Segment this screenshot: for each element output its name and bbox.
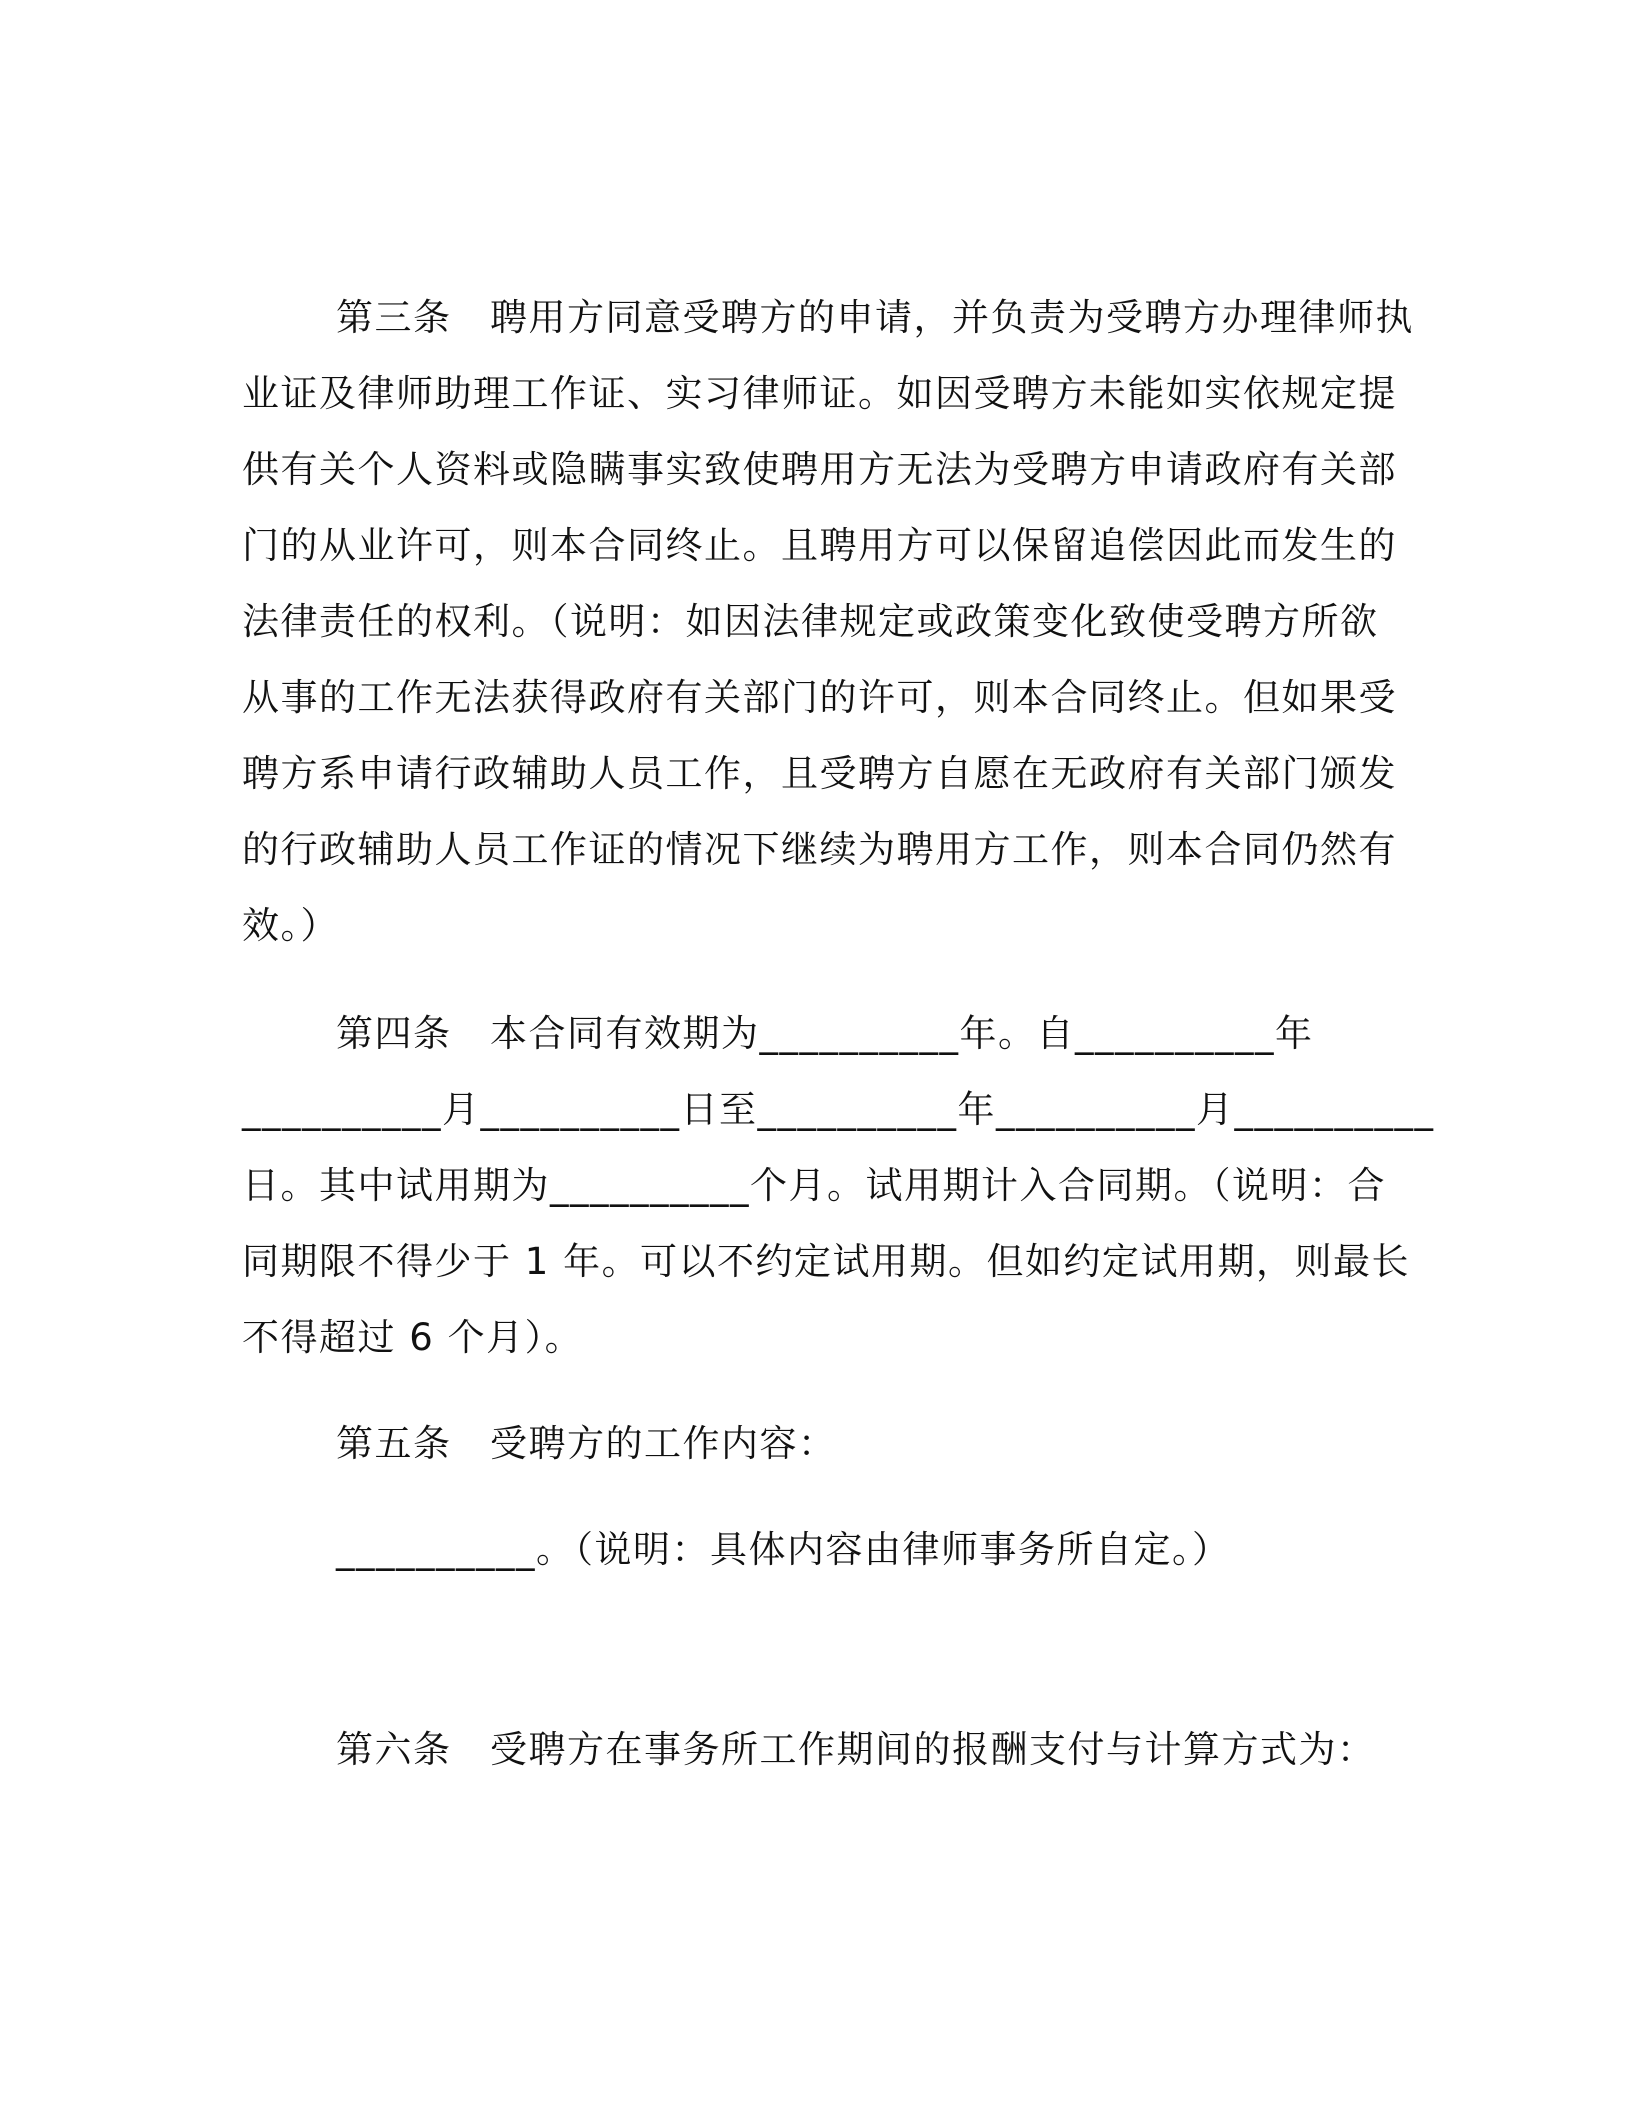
- article-3-line-4: 门的从业许可，则本合同终止。且聘用方可以保留追偿因此而发生的: [242, 524, 1397, 567]
- article-4-line-1: 第四条 本合同有效期为__________年。自__________年: [336, 1012, 1314, 1055]
- article-4-line-5: 不得超过 6 个月）。: [242, 1316, 584, 1359]
- article-3-line-1: 第三条 聘用方同意受聘方的申请，并负责为受聘方办理律师执: [336, 296, 1414, 339]
- article-4-line-2: __________月__________日至__________年__________月__________: [242, 1088, 1435, 1131]
- article-6-heading: 第六条 受聘方在事务所工作期间的报酬支付与计算方式为：: [336, 1728, 1376, 1771]
- article-3-line-5: 法律责任的权利。（说明：如因法律规定或政策变化致使受聘方所欲: [242, 600, 1379, 643]
- article-3-line-7: 聘方系申请行政辅助人员工作，且受聘方自愿在无政府有关部门颁发: [242, 752, 1397, 795]
- article-3-line-2: 业证及律师助理工作证、实习律师证。如因受聘方未能如实依规定提: [242, 372, 1397, 415]
- article-3-line-6: 从事的工作无法获得政府有关部门的许可，则本合同终止。但如果受: [242, 676, 1397, 719]
- article-3-line-9: 效。）: [242, 904, 339, 947]
- article-5-content-line: __________。（说明：具体内容由律师事务所自定。）: [336, 1528, 1231, 1571]
- article-4-line-3: 日。其中试用期为__________个月。试用期计入合同期。（说明：合: [242, 1164, 1386, 1207]
- article-3-line-3: 供有关个人资料或隐瞒事实致使聘用方无法为受聘方申请政府有关部: [242, 448, 1397, 491]
- article-5-heading: 第五条 受聘方的工作内容：: [336, 1422, 837, 1465]
- article-4-line-4: 同期限不得少于 1 年。可以不约定试用期。但如约定试用期，则最长: [242, 1240, 1411, 1283]
- article-3-line-8: 的行政辅助人员工作证的情况下继续为聘用方工作，则本合同仍然有: [242, 828, 1397, 871]
